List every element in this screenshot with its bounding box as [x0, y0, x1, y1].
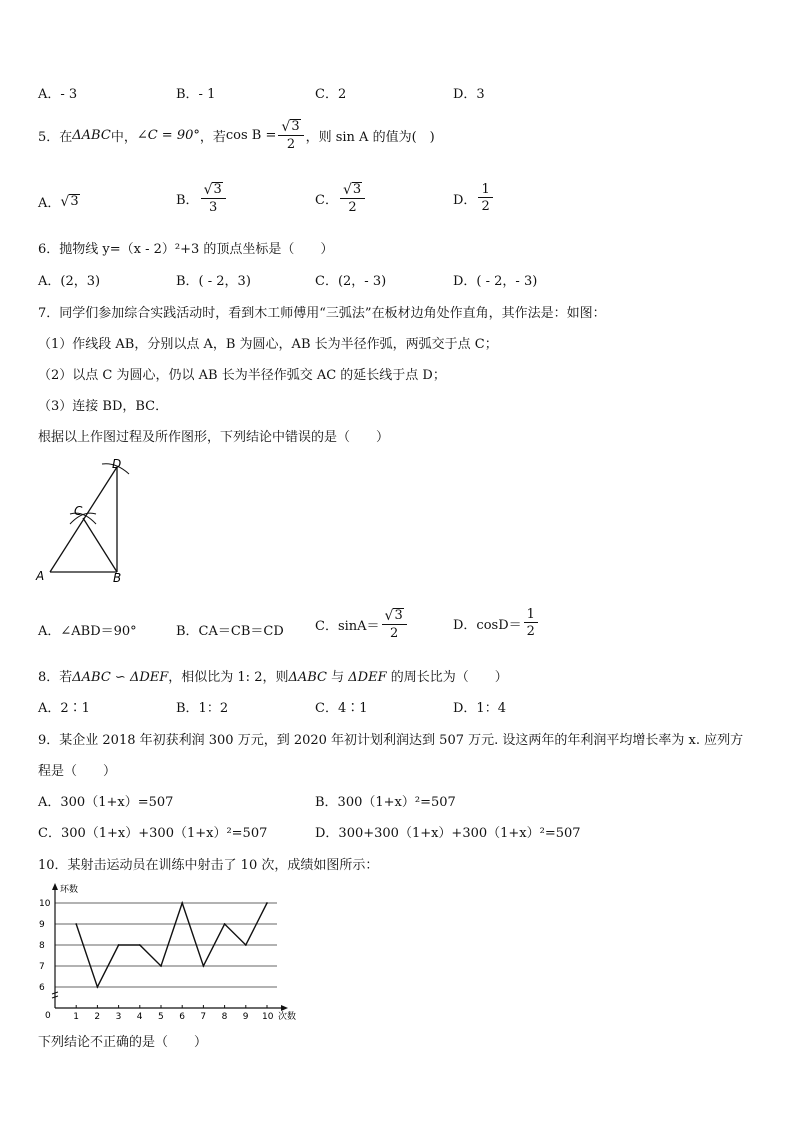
segment-bc [83, 518, 117, 572]
q6-stem: 6．抛物线 y=（x - 2）²+3 的顶点坐标是（ ） [38, 242, 334, 257]
q8-option-d: D．1：4 [453, 701, 506, 716]
y-tick-8: 8 [39, 941, 45, 951]
q6-option-c: C．(2，- 3) [315, 274, 387, 289]
q6-option-b: B．( - 2，3) [176, 274, 251, 289]
label-d: D [112, 457, 122, 471]
y-tick-10: 10 [39, 899, 51, 909]
q10-score-line-chart [28, 880, 308, 1020]
y-tick-9: 9 [39, 920, 45, 930]
y-axis-label: 环数 [60, 885, 79, 895]
q4-option-a: A．- 3 [38, 87, 78, 102]
y-tick-6: 6 [39, 983, 45, 993]
q8-similarity: ΔABC ∽ ΔDEF [72, 670, 169, 685]
q10-stem: 10．某射击运动员在训练中射击了 10 次，成绩如图所示： [38, 858, 379, 873]
score-point-5 [160, 965, 162, 967]
x-tick-9: 9 [242, 1012, 249, 1020]
q8-option-b: B．1：2 [176, 701, 229, 716]
q7-step-1: （1）作线段 AB，分别以点 A，B 为圆心，AB 长为半径作弧，两弧交于点 C； [38, 337, 498, 352]
score-point-10 [266, 902, 268, 904]
score-point-2 [97, 986, 99, 988]
x-tick-6: 6 [179, 1012, 185, 1020]
q7-option-a: A．∠ABD＝90° [38, 624, 137, 639]
q7-question: 根据以上作图过程及所作图形，下列结论中错误的是（ ） [38, 430, 390, 445]
q9-option-b: B．300（1+x）²=507 [315, 795, 456, 810]
q5-option-a: A． √ 3 [38, 193, 79, 211]
label-a: A [36, 569, 45, 583]
x-axis-arrow [281, 1005, 288, 1011]
score-point-6 [181, 902, 183, 904]
q8-option-c: C．4∶1 [315, 701, 368, 716]
q5-triangle: ΔABC [72, 127, 111, 143]
q5-cos: cos B = [225, 127, 277, 143]
score-point-8 [224, 923, 226, 925]
score-point-7 [203, 965, 205, 967]
q5-option-b: B． √ 3 3 [176, 182, 228, 214]
q5-stem: 5．在 ΔABC 中， ∠C = 90° ，若 cos B = √ 3 2 ，则 sin A 的值为( ) [38, 119, 435, 153]
q9-option-c: C．300（1+x）+300（1+x）²=507 [38, 826, 268, 841]
y-tick-7: 7 [39, 962, 45, 972]
q5-option-d: D． $\frac{1}{2}$ [453, 183, 495, 213]
q7-option-b: B．CA＝CB＝CD [176, 624, 284, 639]
x-tick-7: 7 [200, 1012, 207, 1020]
score-point-4 [139, 944, 141, 946]
q8-option-a: A．2∶1 [38, 701, 90, 716]
q8-stem: 8．若ΔABC ∽ ΔDEF，相似比为 1: 2，则ΔABC 与 ΔDEF 的周长比为（ ） [38, 670, 508, 685]
q9-option-a: A．300（1+x）=507 [38, 795, 174, 810]
x-tick-10: 10 [262, 1012, 274, 1020]
x-tick-2: 2 [94, 1012, 101, 1020]
label-b: B [113, 571, 122, 585]
y-axis-arrow [52, 883, 58, 890]
q7-step-2: （2）以点 C 为圆心，仍以 AB 长为半径作弧交 AC 的延长线于点 D； [38, 368, 446, 383]
q4-option-d: D．3 [453, 87, 485, 102]
x-axis-label: 次数 [278, 1012, 297, 1020]
q5-option-c: C． √ 3 2 [315, 182, 367, 214]
score-point-9 [245, 944, 247, 946]
x-tick-5: 5 [158, 1012, 164, 1020]
q6-option-a: A．(2，3) [38, 274, 101, 289]
x-tick-1: 1 [73, 1012, 79, 1020]
x-tick-8: 8 [221, 1012, 228, 1020]
label-c: C [74, 504, 83, 518]
q10-question: 下列结论不正确的是（ ） [38, 1035, 208, 1050]
score-point-1 [75, 923, 77, 925]
q5-fraction: √ 3 2 [278, 119, 303, 151]
q9-stem-cont: 程是（ ） [38, 764, 117, 779]
q7-construction-figure [30, 452, 140, 587]
q7-step-3: （3）连接 BD，BC． [38, 399, 169, 414]
score-point-3 [118, 944, 120, 946]
q9-stem: 9．某企业 2018 年初获利润 300 万元，到 2020 年初计划利润达到 507 万元. 设这两年的年利润平均增长率为 x. 应列方 [38, 733, 744, 748]
origin-label: 0 [45, 1011, 51, 1020]
q5-angle: ∠C = 90° [136, 127, 200, 143]
x-tick-3: 3 [115, 1012, 122, 1020]
q7-option-c: C．sinA＝ √ 3 2 [315, 608, 409, 640]
q9-option-d: D．300+300（1+x）+300（1+x）²=507 [315, 826, 581, 841]
q4-option-b: B．- 1 [176, 87, 216, 102]
q4-option-c: C．2 [315, 87, 347, 102]
q6-option-d: D．( - 2，- 3) [453, 274, 538, 289]
q7-option-d: D．cosD＝ $\frac{1}{2}$ [453, 608, 540, 638]
q7-stem: 7．同学们参加综合实践活动时，看到木工师傅用“三弧法”在板材边角处作直角，其作法是：如图： [38, 306, 606, 321]
x-tick-4: 4 [136, 1012, 143, 1020]
